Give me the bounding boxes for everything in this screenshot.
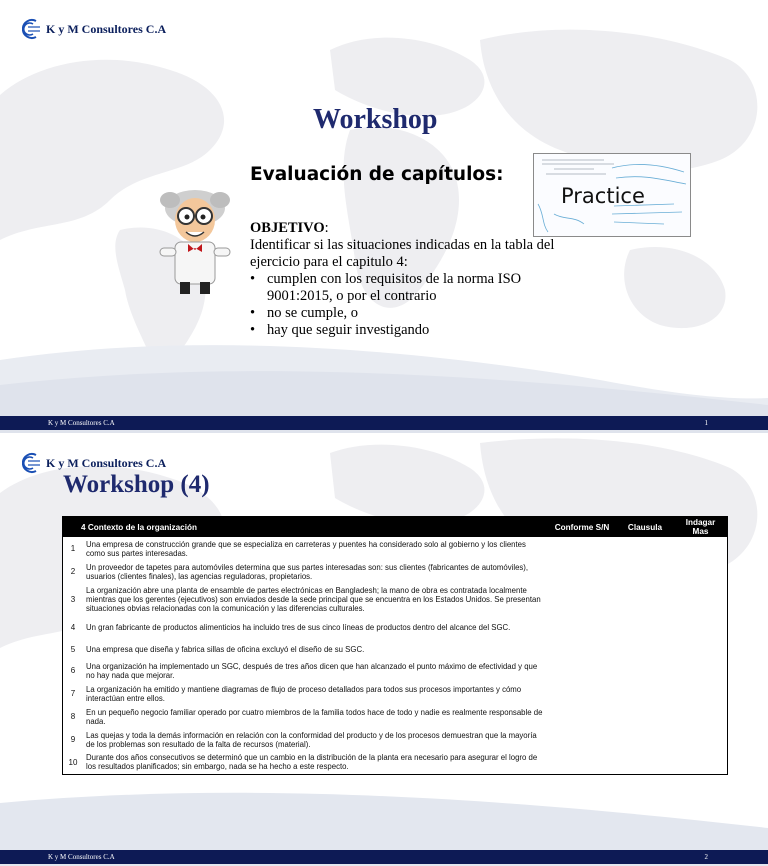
globe-logo-icon [22, 18, 42, 40]
bullet-text: cumplen con los requisitos de la norma ISO 9001:2015, o por el contrario [267, 271, 522, 304]
cell-indagar[interactable] [674, 705, 728, 728]
professor-illustration [150, 178, 240, 298]
cell-conforme[interactable] [548, 616, 616, 639]
company-name: K y M Consultores C.A [46, 21, 167, 36]
row-number: 5 [70, 644, 76, 654]
cell-conforme[interactable] [548, 682, 616, 705]
page-number: 1 [704, 419, 708, 427]
row-text: Durante dos años consecutivos se determinó que un cambio en la distribución de la planta era necesario para asegurar el logro de los resultados planificados; sin embargo, nada se ha hecho a este respecto. [86, 753, 538, 772]
globe-logo-icon [22, 452, 42, 474]
cell-clausula[interactable] [616, 682, 674, 705]
header-indagar: Indagar Mas [674, 517, 728, 538]
row-number: 3 [70, 595, 76, 604]
row-text: La organización abre una planta de ensamble de partes electrónicas en Bangladesh; la mano de obra es contratada localmente mientras que los gerentes (ejecutivos) son enviados desde la sede principal que se encuentra en los Estados Unidos. Se presentan situaciones obvias relacionadas con la comunicación y las diferencias culturales. [86, 586, 541, 613]
cell-conforme[interactable] [548, 583, 616, 616]
cell-clausula[interactable] [616, 583, 674, 616]
cell-clausula[interactable] [616, 560, 674, 583]
footer-bar [0, 416, 768, 430]
row-number: 2 [70, 567, 76, 576]
slide-title: Workshop (4) [63, 471, 210, 498]
row-text: Una organización ha implementado un SGC, después de tres años dicen que han alcanzado el punto máximo de efectividad y que no hay nada que mejorar. [86, 661, 538, 680]
objective-block [250, 220, 570, 339]
table-row [63, 705, 728, 728]
page-number: 2 [704, 853, 708, 861]
cell-clausula[interactable] [616, 639, 674, 659]
row-number: 7 [70, 689, 76, 698]
row-text: Una empresa que diseña y fabrica sillas de oficina excluyó el diseño de su SGC. [86, 644, 365, 654]
cell-indagar[interactable] [674, 537, 728, 560]
table-row [63, 560, 728, 583]
row-number: 9 [70, 735, 76, 744]
slide-title: Workshop [313, 104, 438, 135]
row-text: En un pequeño negocio familiar operado por cuatro miembros de la familia todos hace de todo y nadie es realmente responsable de nada. [86, 707, 543, 726]
table-row [63, 639, 728, 659]
table-row [63, 616, 728, 639]
company-logo [22, 18, 166, 40]
table-row [63, 728, 728, 751]
bullet-text: no se cumple, o [267, 305, 359, 321]
objective-text: Identificar si las situaciones indicadas en la tabla del ejercicio para el capitulo 4: [250, 237, 555, 270]
footer-bar [0, 850, 768, 864]
bullet-text: hay que seguir investigando [267, 322, 430, 338]
row-number: 8 [70, 712, 76, 721]
table-row [63, 659, 728, 682]
table-row [63, 751, 728, 774]
cell-conforme[interactable] [548, 639, 616, 659]
row-number: 6 [70, 666, 76, 675]
cell-indagar[interactable] [674, 659, 728, 682]
slide-2 [0, 433, 768, 866]
row-number: 4 [70, 623, 76, 632]
row-text: Una empresa de construcción grande que se especializa en carreteras y puentes ha considerado solo al gobierno y los clientes como sus partes interesadas. [86, 539, 526, 558]
cell-indagar[interactable] [674, 751, 728, 774]
cell-clausula[interactable] [616, 616, 674, 639]
context-table [62, 516, 728, 775]
footer-company: K y M Consultores C.A [48, 419, 115, 427]
bullet-item: • hay que seguir investigando [250, 322, 430, 338]
cell-clausula[interactable] [616, 751, 674, 774]
row-text: Un proveedor de tapetes para automóviles determina que sus partes interesadas son: sus clientes (fabricantes de automóviles), usuarios (clientes finales), las agencias reguladoras, propietarios. [86, 562, 529, 581]
cell-indagar[interactable] [674, 583, 728, 616]
table-row [63, 583, 728, 616]
cell-conforme[interactable] [548, 537, 616, 560]
row-text: Las quejas y toda la demás información en relación con la conformidad del producto y de los procesos demuestran que la mayoría de los problemas son resultado de la falta de recursos (material). [86, 730, 537, 749]
cell-conforme[interactable] [548, 728, 616, 751]
header-context: 4 Contexto de la organización [63, 517, 549, 538]
row-text: La organización ha emitido y mantiene diagramas de flujo de proceso detallados para todos sus procesos importantes y cómo interactúan entre ellos. [86, 684, 522, 703]
footer-company: K y M Consultores C.A [48, 853, 115, 861]
cell-conforme[interactable] [548, 751, 616, 774]
cell-indagar[interactable] [674, 639, 728, 659]
bullet-item: • no se cumple, o [250, 305, 359, 321]
cell-clausula[interactable] [616, 659, 674, 682]
table-row [63, 682, 728, 705]
cell-clausula[interactable] [616, 705, 674, 728]
cell-clausula[interactable] [616, 728, 674, 751]
company-name: K y M Consultores C.A [46, 455, 167, 470]
header-clausula: Clausula [616, 517, 674, 538]
objective-heading: OBJETIVO [250, 220, 325, 236]
row-number: 1 [70, 544, 76, 553]
cell-conforme[interactable] [548, 705, 616, 728]
practice-label: Practice [561, 184, 645, 208]
row-number: 10 [68, 757, 78, 767]
cell-clausula[interactable] [616, 537, 674, 560]
table-row [63, 537, 728, 560]
table-header-row [63, 517, 728, 538]
bullet-item: • cumplen con los requisitos de la norma ISO 9001:2015, o por el contrario [250, 271, 570, 305]
section-subtitle: Evaluación de capítulos: [250, 164, 504, 185]
cell-conforme[interactable] [548, 659, 616, 682]
practice-image [533, 153, 691, 237]
cell-indagar[interactable] [674, 616, 728, 639]
cell-indagar[interactable] [674, 560, 728, 583]
cell-indagar[interactable] [674, 728, 728, 751]
objective-colon: : [324, 220, 329, 236]
cell-conforme[interactable] [548, 560, 616, 583]
cell-indagar[interactable] [674, 682, 728, 705]
header-conforme: Conforme S/N [548, 517, 616, 538]
row-text: Un gran fabricante de productos alimenticios ha incluido tres de sus cinco líneas de productos dentro del alcance del SGC. [86, 623, 511, 632]
